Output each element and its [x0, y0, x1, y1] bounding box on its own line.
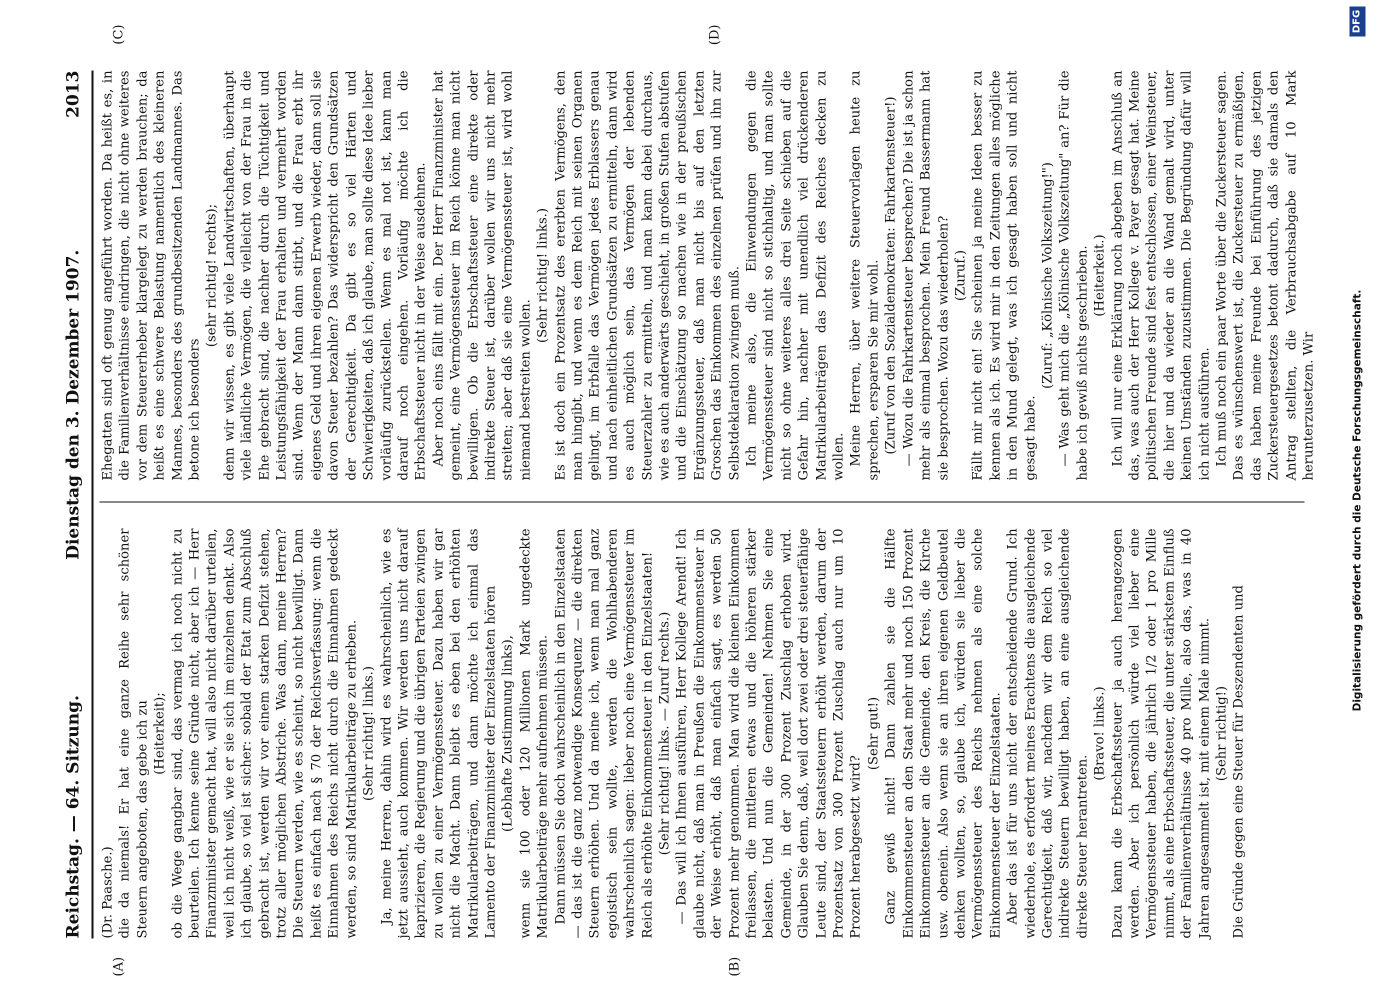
paragraph: Aber noch eins fällt mit ein. Der Herr Finanzminister hat gemeint, eine Vermögenssteuer im Reich könne man nicht bewilligen. Ob die Erbschaftssteuer eine direkte oder indirekte Steuer ist, darüber wollen wir uns nicht mehr streiten; aber daß sie eine Vermögenssteuer ist, wird wohl niemand bestreiten wollen. — [431, 70, 534, 481]
header-left: Reichstag. — 64. Sitzung. — [63, 695, 84, 939]
margin-mark-d: (D) — [707, 24, 723, 46]
paragraph: Meine Herren, über weitere Steuervorlagen heute zu sprechen, ersparen Sie mir wohl. — [848, 70, 882, 481]
digitization-credit: Digitalisierung gefördert durch die Deutsche Forschungsgemeinschaft. — [1351, 289, 1364, 712]
left-column — [100, 529, 1305, 939]
dfg-logo: DFG — [1350, 7, 1366, 37]
paragraph: Aber das ist für uns nicht der entscheidende Grund. Ich wiederhole, es erfordert meines Erachtens die ausgleichende Gerechtigkeit, daß wir, nachdem wir dem Reich so viel indirekte Steuern bewilligt haben, an eine ausgleichende direkte Steuer herantreten. — [1005, 528, 1091, 939]
margin-mark-a: (A) — [111, 956, 127, 977]
margin-mark-b: (B) — [727, 956, 743, 977]
paragraph: ob die Wege gangbar sind, das vermag ich noch nicht zu beurteilen. Ich kenne seine Gründe nicht, aber ich — Herr Finanzminister gemacht hat, will also nicht darüber urteilen, weil ich nicht weiß, wie er sie sich im einzelnen denkt. Also ich glaube, so viel ist sicher: sobald der Etat zum Abschluß gebracht ist, werden wir vor einem starken Defizit stehen, trotz aller möglichen Abstriche. Was dann, meine Herren? Die Steuern werden, wie es scheint, so nicht bewilligt. Dann heißt es einfach nach § 70 der Reichsverfassung: wenn die Einnahmen des Reichs nicht durch die Einnahmen gedeckt werden, so sind Matrikularbeiträge zu erheben. — [170, 528, 360, 939]
paragraph: Ich muß noch ein paar Worte über die Zuckersteuer sagen. Das es wünschenswert ist, die Zuckersteuer zu ermäßigen, das haben meine Freunde bei Einführung des jetzigen Zuckersteuergesetzes betont dadurch, daß sie damals den Antrag stellten, die Verbrauchsabgabe auf 10 Mark herunterzusetzen. Wir — [1214, 70, 1317, 481]
paragraph: Ehegatten sind oft genug angeführt worden. Da heißt es, in die Familienverhältnisse eindringen, die nicht ohne weiteres vor dem Steuererheber klargelegt zu werden brauchen; da heißt es eine schwere Belastung namentlich des kleineren Mannes, besonders des grundbesitzenden Landmannes. Das betone ich besonders — [100, 70, 203, 481]
paragraph: Fällt mir nicht ein! Sie scheinen ja meine Ideen besser zu kennen als ich. Es wird mir in den Zeitungen alles mögliche in den Mund gelegt, was ich gesagt haben soll und nicht gesagt habe. — [970, 70, 1039, 481]
header-rule — [92, 71, 94, 939]
interjection: (Sehr richtig! links. — Zuruf rechts.) — [657, 611, 673, 856]
interjection: (Heiterkeit.) — [1092, 234, 1108, 317]
paragraph: wenn sie 100 oder 120 Millionen Mark ungedeckte Matrikularbeiträge mehr aufnehmen müssen. — [518, 528, 551, 939]
paragraph: — Das will ich Ihnen ausführen, Herr Kollege Arendt! Ich glaube nicht, daß man in Preußen die Einkommensteuer in der Weise erhöht, daß man einfach sagt, es werden 50 Prozent mehr genommen. Man wird die kleinen Einkommen freilassen, die mittleren etwas und die höheren stärker belasten. Und nun die Gemeinden! Nehmen Sie eine Gemeinde, in der 300 Prozent Zuschlag erhoben wird. Glauben Sie denn, daß, weil dort zwei oder drei steuerfähige Leute sind, der Staatssteuern erhöht werden, darum der Prozentsatz von 300 Prozent Zuschlag auch nur um 10 Prozent herabgesetzt wird? — [674, 528, 864, 939]
paragraph: — Was geht mich die „Kölnische Volkszeitung" an? Für die habe ich gewiß nichts geschrieben. — [1057, 70, 1091, 481]
header-right — [64, 71, 84, 560]
paragraph: Ich will nur eine Erklärung noch abgeben im Anschluß an das, was auch der Herr Kollege v. Payer gesagt hat. Meine politischen Freunde sind fest entschlossen, einer Weinsteuer, die hier und da wieder an die Wand gemalt wird, unter keinen Umständen zuzustimmen. Die Begründung dafür will ich nicht ausführen. — [1110, 70, 1213, 481]
header-date: Dienstag den 3. Dezember 1907. — [63, 249, 84, 560]
paragraph: Es ist doch ein Prozentsatz des ererbten Vermögens, den man hingibt, und wenn es dem Reich mit seinen Organen gelingt, im Erbfalle das Vermögen jedes Erblassers genau und nach einheitlichen Grundsätzen zu ermitteln, dann wird es auch möglich sein, das Vermögen der lebenden Steuerzahler zu ermitteln, und man kann dabei durchaus, wie es auch anderwärts geschieht, in großen Stufen abstufen und die Einschätzung so machen wie in der preußischen Ergänzungssteuer, daß man nicht bis auf den letzten Groschen das Einkommen des einzelnen prüfen und ihn zur Selbstdeklaration zwingen muß. — [553, 70, 743, 481]
interjection: (Zuruf: „Kölnische Volkszeitung!") — [1040, 162, 1056, 389]
paragraph: Ja, meine Herren, dahin wird es wahrscheinlich, wie es jetzt aussieht, auch kommen. Wir werden uns nicht darauf kaprizieren, die Regierung und die übrigen Parteien zwingen zu wollen zu einer Vermögenssteuer. Dazu haben wir gar nicht die Macht. Dann bleibt es eben bei den erhöhten Matrikularbeiträgen, und dann möchte ich einmal das Lamento der Finanzminister der Einzelstaaten hören — [379, 528, 499, 939]
paragraph: Ganz gewiß nicht! Dann zahlen sie die Hälfte Einkommensteuer an den Staat mehr und noch 150 Prozent Einkommensteuer an die Gemeinde, den Kreis, die Kirche usw. obenein. Also wenn sie an ihren eigenen Geldbeutel denken wollten, so, glaube ich, würden sie lieber die Vermögenssteuer des Reichs nehmen als eine solche Einkommensteuer der Einzelstaaten. — [883, 528, 1004, 939]
paragraph: Dazu kann die Erbschaftssteuer ja auch herangezogen werden. Aber ich persönlich würde viel lieber eine Vermögenssteuer haben, die jährlich 1/2 oder 1 pro Mille nimmt, als eine Erbschaftssteuer, die unter stärkstem Einfluß der Familienverhältnisse 40 pro Mille, also das, was in 40 Jahren angesammelt ist, mit einem Male nimmt. — [1110, 528, 1213, 939]
column-divider — [100, 502, 1305, 503]
paragraph: die da niemals! Er hat eine ganze Reihe sehr schöner Steuern angeboten, das gebe ich zu — [117, 528, 151, 939]
interjection: (Sehr gut!) — [866, 696, 882, 771]
paragraph: Die Gründe gegen eine Steuer für Deszendenten und — [1231, 585, 1247, 939]
paragraph: — Wozu die Fahrkartensteuer besprechen? Die ist ja schon mehr als einmal besprochen. Mein Freund Bassermann hat sie besprochen. Wozu das wiederholen? — [901, 70, 951, 481]
page-header — [60, 71, 90, 939]
interjection: (Sehr richtig! links.) — [361, 666, 377, 801]
margin-mark-c: (C) — [111, 24, 127, 45]
page-number: 2013 — [63, 70, 84, 118]
rotated-page — [0, 1, 1383, 1001]
interjection: (Bravo! links.) — [1092, 686, 1108, 781]
interjection: (Zuruf.) — [953, 250, 969, 301]
interjection: (Sehr richtig!) — [1214, 685, 1230, 782]
interjection: (Sehr richtig! links.) — [535, 208, 551, 343]
right-column — [100, 70, 1317, 481]
speaker-name: (Dr. Paasche.) — [100, 846, 116, 939]
paragraph: Ich meine also, die Einwendungen gegen die Vermögenssteuer sind nicht so stichhaltig, und man sollte nicht so ohne weiteres alles drei Seite schieben auf die Gefahr hin, nachher mit unendlich viel drückenderen Matrikularbeiträgen das Defizit des Reiches decken zu wollen. — [744, 70, 847, 481]
interjection: (Heiterkeit); — [152, 692, 168, 775]
interjection: (sehr richtig! rechts); — [204, 203, 220, 348]
interjection: (Lebhafte Zustimmung links), — [500, 635, 516, 832]
paragraph: denn wir wissen, es gibt viele Landwirtschaften, überhaupt viele ländliche Vermögen, die vielleicht von der Frau in die Ehe gebracht sind, die nachher durch die Tüchtigkeit und Leistungsfähigkeit der Frau erhalten und vermehrt worden sind. Wenn der Mann dann stirbt, und die Frau erbt ihr eigenes Geld und ihren eigenen Erwerb wieder, dann soll sie davon Steuer bezahlen? Das widerspricht den Grundsätzen der Gerechtigkeit. Da gibt es so viel Härten und Schwierigkeiten, daß ich glaube, man sollte diese Idee lieber vorläufig zurückstellen. Wenn es mal not ist, kann man darauf noch eingehen. Vorläufig möchte ich die Erbschaftssteuer nicht in der Weise ausdehnen. — [222, 70, 429, 481]
paragraph: Dann müssen Sie doch wahrscheinlich in den Einzelstaaten — das ist die ganz notwendige Konsequenz — die direkten Steuern erhöhen. Und da meine ich, wenn man mal ganz egoistisch sein wollte, werden die Wohlhabenderen wahrscheinlich sagen: lieber noch eine Vermögenssteuer im Reich als erhöhte Einkommensteuer in den Einzelstaaten! — [553, 528, 656, 939]
interjection: (Zuruf von den Sozialdemokraten: Fahrkartensteuer!) — [883, 96, 899, 455]
